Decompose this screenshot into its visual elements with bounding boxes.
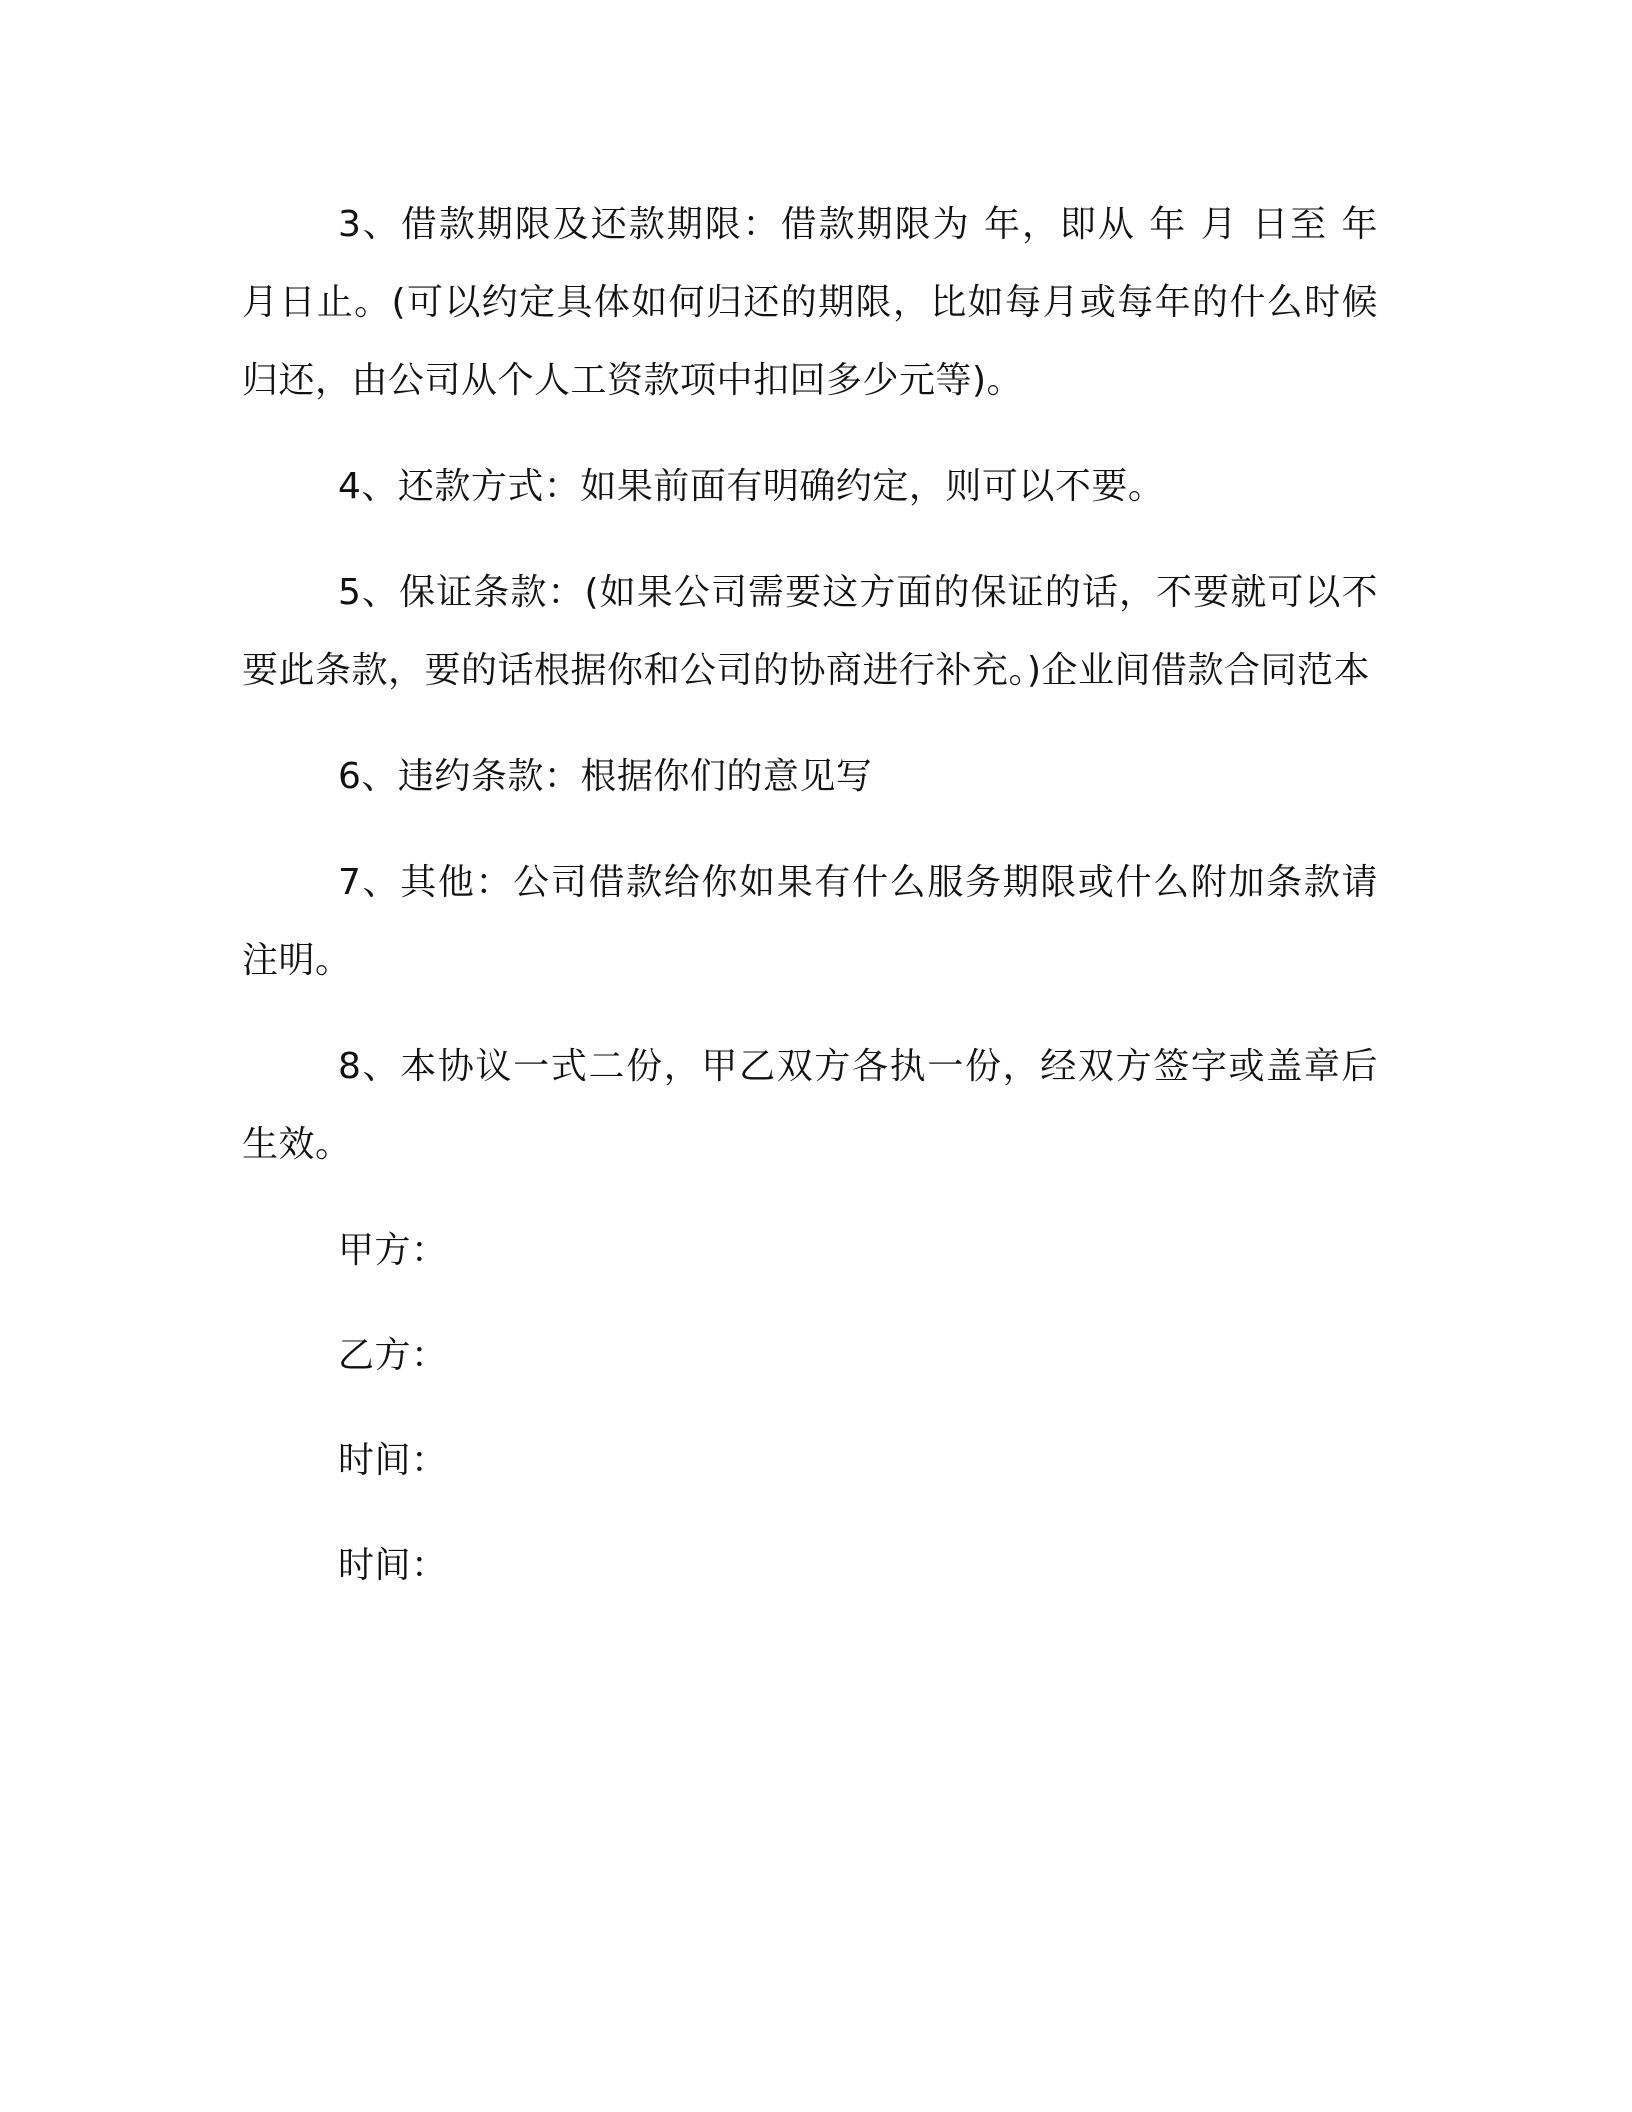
clause-6: 6、违约条款：根据你们的意见写 — [338, 756, 873, 797]
signature-date-1: 时间： — [338, 1440, 448, 1481]
signature-date-2: 时间： — [338, 1545, 448, 1586]
document-page — [242, 186, 1378, 1632]
clause-8: 8、本协议一式二份，甲乙双方各执一份，经双方签字或盖章后生效。 — [242, 1046, 1378, 1165]
signature-party-b: 乙方： — [338, 1335, 448, 1376]
clause-5: 5、保证条款：(如果公司需要这方面的保证的话，不要就可以不要此条款，要的话根据你和公司的协商进行补充。)企业间借款合同范本 — [242, 572, 1378, 691]
clause-7: 7、其他：公司借款给你如果有什么服务期限或什么附加条款请注明。 — [242, 862, 1378, 981]
clause-4: 4、还款方式：如果前面有明确约定，则可以不要。 — [338, 466, 1165, 507]
signature-party-a: 甲方： — [338, 1230, 448, 1271]
clause-3: 3、借款期限及还款期限：借款期限为 年，即从 年 月 日至 年 月日止。(可以约定具体如何归还的期限，比如每月或每年的什么时候归还，由公司从个人工资款项中扣回多少元等)。 — [242, 204, 1378, 401]
